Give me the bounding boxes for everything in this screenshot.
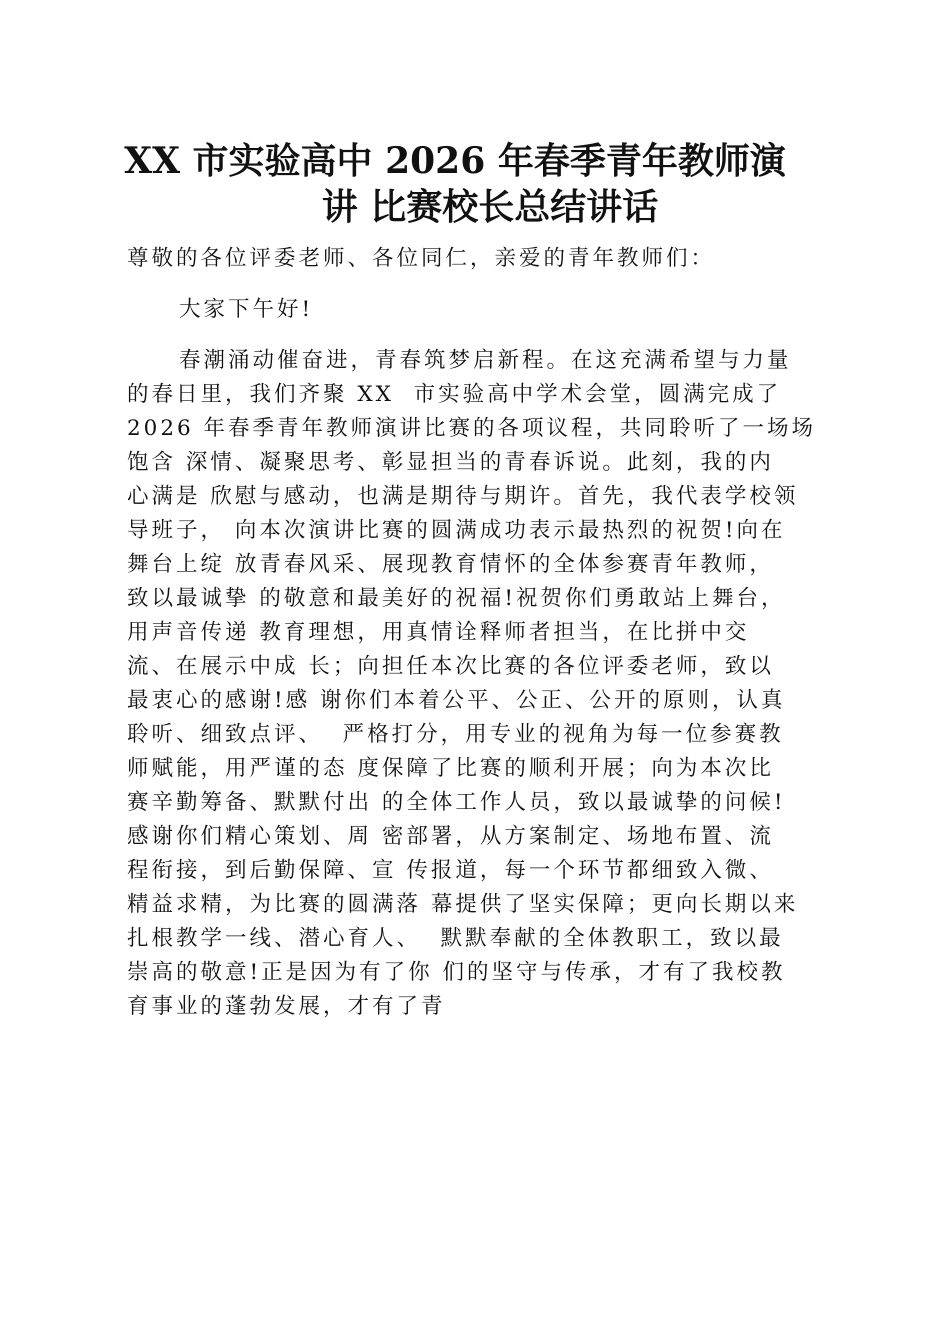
body-line: 扎根教学一线、潜心育人、 默默奉献的全体教职工，致以最 xyxy=(127,926,784,951)
body-line: 饱含 深情、凝聚思考、彰显担当的青春诉说。此刻，我的内 xyxy=(127,450,774,475)
body-line: 春潮涌动催奋进，青春筑梦启新程。在这充满希望与力量 xyxy=(179,348,792,373)
body-line: 聆听、细致点评、 严格打分，用专业的视角为每一位参赛教 xyxy=(127,722,784,747)
title-line-2: 讲 比赛校长总结讲话 xyxy=(321,186,659,228)
body-line: 的春日里，我们齐聚 XX 市实验高中学术会堂，圆满完成了 xyxy=(127,382,782,407)
body-line: 崇高的敬意!正是因为有了你 们的坚守与传承，才有了我校教 xyxy=(127,960,786,985)
title-line-1: XX 市实验高中 2026 年春季青年教师演 xyxy=(124,140,786,182)
salutation: 尊敬的各位评委老师、各位同仁，亲爱的青年教师们： xyxy=(127,246,716,271)
body-line: 赛辛勤筹备、默默付出 的全体工作人员，致以最诚挚的问候! xyxy=(127,790,786,815)
body-line: 感谢你们精心策划、周 密部署，从方案制定、场地布置、流 xyxy=(127,824,774,849)
body-paragraph xyxy=(127,344,847,1024)
document-title xyxy=(60,138,850,230)
body-line: 心满是 欣慰与感动，也满是期待与期许。首先，我代表学校领 xyxy=(127,484,799,509)
body-line: 用声音传递 教育理想，用真情诠释师者担当，在比拼中交 xyxy=(127,620,750,645)
document-body xyxy=(127,242,847,1024)
body-line: 最衷心的感谢!感 谢你们本着公平、公正、公开的原则，认真 xyxy=(127,688,786,713)
body-line: 育事业的蓬勃发展，才有了青 xyxy=(127,994,446,1019)
body-line: 师赋能，用严谨的态 度保障了比赛的顺利开展；向为本次比 xyxy=(127,756,774,781)
body-line: 致以最诚挚 的敬意和最美好的祝福!祝贺你们勇敢站上舞台， xyxy=(127,586,786,611)
greeting: 大家下午好! xyxy=(179,297,314,322)
body-line: 舞台上绽 放青春风采、展现教育情怀的全体参赛青年教师， xyxy=(127,552,774,577)
body-line: 流、在展示中成 长；向担任本次比赛的各位评委老师，致以 xyxy=(127,654,774,679)
body-line: 程衔接，到后勤保障、宣 传报道，每一个环节都细致入微、 xyxy=(127,858,774,883)
body-line: 2026 年春季青年教师演讲比赛的各项议程，共同聆听了一场场 xyxy=(127,416,817,441)
body-line: 精益求精，为比赛的圆满落 幕提供了坚实保障；更向长期以来 xyxy=(127,892,799,917)
body-line: 导班子， 向本次演讲比赛的圆满成功表示最热烈的祝贺!向在 xyxy=(127,518,786,543)
